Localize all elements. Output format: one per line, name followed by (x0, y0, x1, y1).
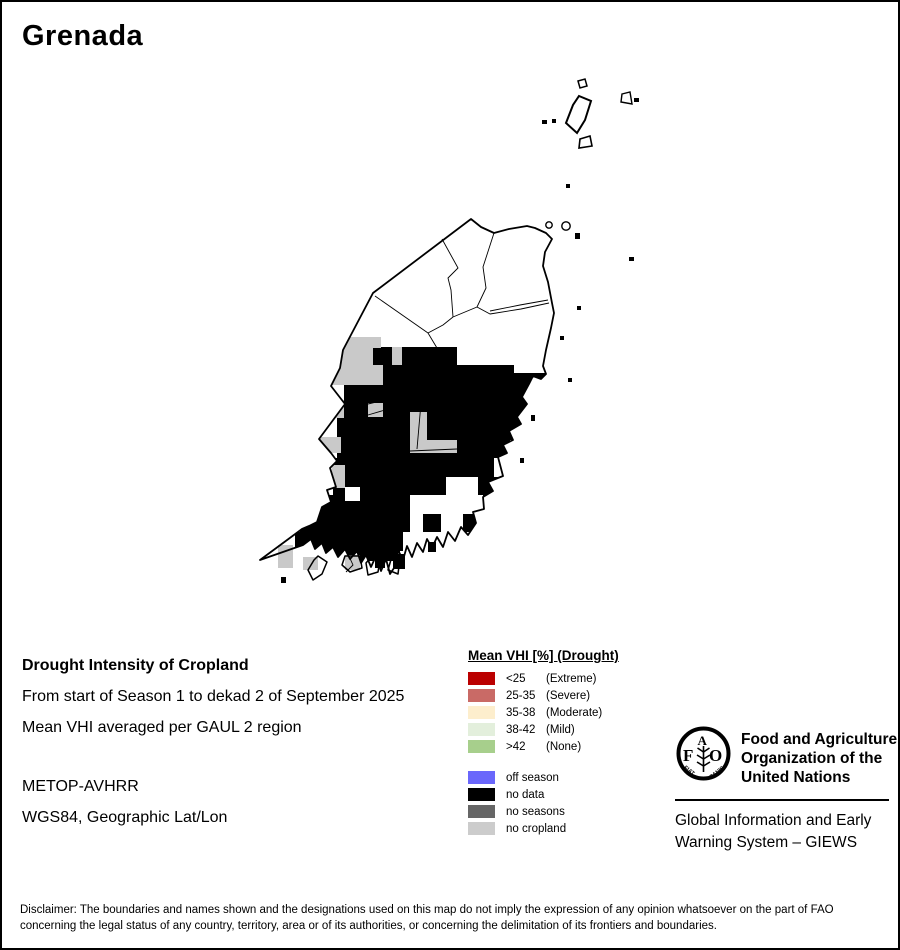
legend-label: no data (506, 788, 545, 801)
legend-swatch (468, 822, 495, 835)
legend-swatch (468, 788, 495, 801)
legend-label: (None) (546, 740, 582, 753)
legend-range: 25-35 (506, 689, 536, 702)
legend-item (468, 670, 688, 687)
legend-swatch (468, 740, 495, 753)
disclaimer-line1: Disclaimer: The boundaries and names shown and the designations used on this map do not imply the expression of any opinion whatsoever on the part of FAO (20, 904, 834, 916)
footer-divider (675, 799, 889, 801)
legend-drought-classes (468, 670, 688, 755)
legend-range: <25 (506, 672, 526, 685)
legend-label: (Extreme) (546, 672, 597, 685)
fao-block (676, 726, 897, 787)
legend-other-classes (468, 769, 688, 837)
legend (468, 648, 688, 837)
svg-text:A: A (697, 733, 707, 748)
legend-label: off season (506, 771, 559, 784)
fao-logo-icon (676, 726, 731, 781)
legend-range: 35-38 (506, 706, 536, 719)
legend-label: no seasons (506, 805, 565, 818)
legend-item (468, 704, 688, 721)
legend-item (468, 721, 688, 738)
legend-swatch (468, 805, 495, 818)
legend-label: (Severe) (546, 689, 591, 702)
legend-item (468, 786, 688, 803)
map-projection: WGS84, Geographic Lat/Lon (22, 809, 228, 826)
legend-swatch (468, 723, 495, 736)
legend-label: no cropland (506, 822, 567, 835)
page-title: Grenada (22, 20, 144, 52)
map-description (22, 650, 404, 833)
carriacou-island (566, 96, 591, 133)
legend-range: >42 (506, 740, 526, 753)
legend-swatch (468, 672, 495, 685)
map-subtitle: Drought Intensity of Cropland (22, 657, 249, 674)
petite-martinique-island (579, 136, 592, 148)
map-sensor: METOP-AVHRR (22, 778, 139, 795)
legend-swatch (468, 771, 495, 784)
giews-label: Global Information and Early Warning System – GIEWS (675, 812, 872, 851)
map-method: Mean VHI averaged per GAUL 2 region (22, 719, 302, 736)
legend-item (468, 687, 688, 704)
islet (546, 222, 552, 228)
islet (578, 79, 587, 88)
fao-motto-panis: PANIS (708, 765, 726, 781)
legend-swatch (468, 706, 495, 719)
svg-text:F: F (683, 746, 694, 765)
svg-text:O: O (709, 746, 723, 765)
legend-item (468, 820, 688, 837)
disclaimer-line2: concerning the legal status of any country, territory, area or of its authorities, or concerning the delimitation of its frontiers and boundaries. (20, 920, 717, 932)
fao-motto-fiat: FIAT (682, 764, 696, 777)
disclaimer (20, 902, 884, 934)
legend-swatch (468, 689, 495, 702)
legend-item (468, 803, 688, 820)
legend-range: 38-42 (506, 723, 536, 736)
map-period: From start of Season 1 to dekad 2 of September 2025 (22, 688, 405, 705)
legend-label: (Mild) (546, 723, 575, 736)
legend-item (468, 769, 688, 786)
no-data-cells (295, 347, 551, 561)
fao-org-name: Food and Agriculture Organization of the United Nations (741, 731, 898, 786)
legend-title: Mean VHI [%] (Drought) (468, 648, 619, 663)
legend-label: (Moderate) (546, 706, 603, 719)
legend-item (468, 738, 688, 755)
islet (621, 92, 632, 104)
raster-gaps (345, 487, 360, 501)
islet (562, 222, 570, 230)
